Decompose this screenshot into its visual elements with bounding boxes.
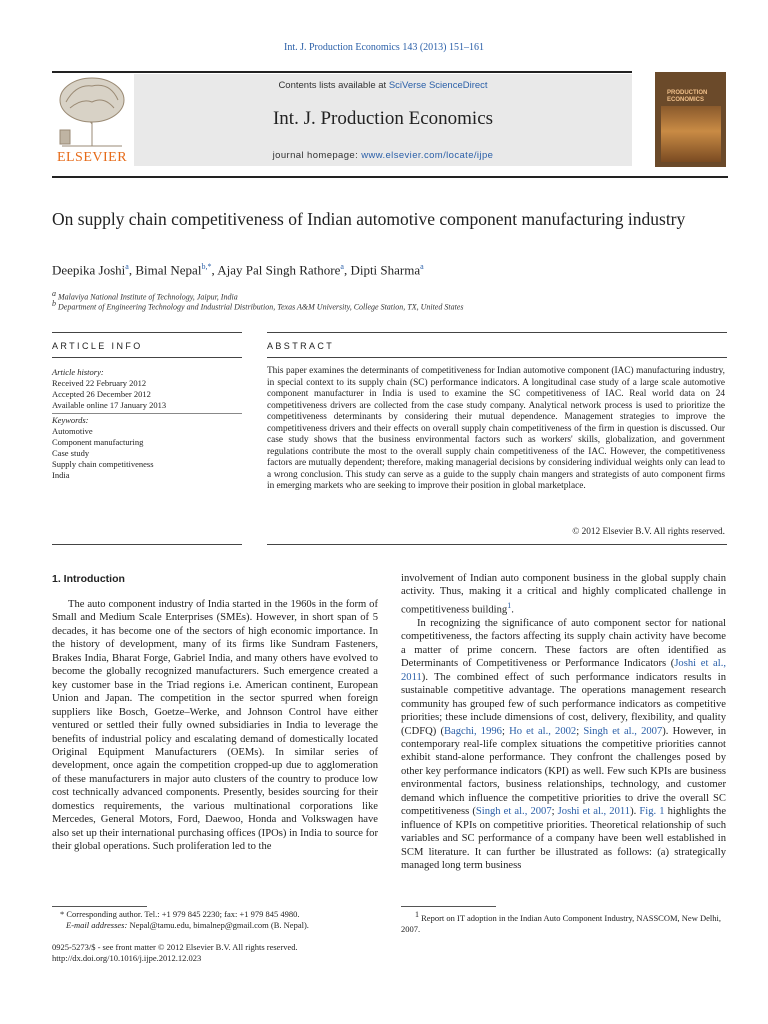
keywords-label: Keywords: (52, 415, 89, 425)
affiliation-text: Malaviya National Institute of Technology, Jaipur, India (58, 292, 238, 302)
corresponding-author-note (60, 909, 400, 931)
doi-link[interactable]: http://dx.doi.org/10.1016/j.ijpe.2012.12.023 (52, 953, 202, 963)
figure-link[interactable]: Fig. 1 (639, 806, 665, 818)
keyword: Case study (52, 448, 90, 458)
article-title: On supply chain competitiveness of Indian automotive component manufacturing industry (52, 209, 686, 229)
contents-prefix: Contents lists available at (278, 80, 389, 91)
citation-link[interactable]: Singh et al., 2007 (583, 725, 663, 737)
footnote-link[interactable]: 1 (507, 600, 512, 610)
elsevier-wordmark: ELSEVIER (56, 150, 128, 165)
history-online: Available online 17 January 2013 (52, 400, 167, 410)
affiliation-marker: a (52, 289, 56, 298)
abstract-text: This paper examines the determinants of competitiveness for Indian automotive component (IAC) manufacturing industry, in special context to its supply chain (SC) performance indicators. A longitudinal case study of a large scale automotive component manufacturer in India is used to examine the SC competitiveness of IAC. Real world data on 24 competitiveness drivers are collected from the case study company. Analytical network process is used to prioritize the competitiveness determinants by considering their mutual dependence. Management strategies to improve the competitiveness drivers and their effects on overall supply chain competitiveness of the firm in question is discussed. Our case study shows that the business environmental factors such as workers' skills, globalization, and government regulations contribute the most to the overall supply chain competitiveness of the IAC. However, the competitiveness factors are mutually dependent; therefore, making managerial decisions by considering individual weights only can lead to a wrong conclusion. This study can serve as a guide to the supply chain mangers and strategists of auto component firms in emerging markets who are seeking to improve their position in global marketplace. (267, 366, 725, 491)
article-info-heading: ARTICLE INFO (52, 341, 143, 351)
email-label: E-mail addresses: (66, 920, 128, 930)
journal-title: Int. J. Production Economics (272, 108, 494, 129)
contents-line (134, 80, 632, 91)
tree-icon (52, 74, 132, 148)
affiliation-text: Department of Engineering Technology and Industrial Distribution, Texas A&M University, College Station, TX, United States (58, 302, 464, 312)
author-list: Deepika Joshi$^a$, Bimal Nepal$^{b,*}$, Ajay Pal Singh Rathore$^a$, Dipti Sharma$^a$ (52, 262, 424, 278)
author-name: Bimal Nepal (135, 262, 202, 278)
article-info-bottom-rule (52, 544, 242, 545)
keyword: India (52, 470, 70, 480)
citation-link[interactable]: Bagchi, 1996 (443, 725, 502, 737)
citation-link[interactable]: Ho et al., 2002 (509, 725, 577, 737)
corresponding-author: * Corresponding author. Tel.: +1 979 845 2230; fax: +1 979 845 4980. (60, 909, 300, 919)
journal-citation[interactable]: Int. J. Production Economics 143 (2013) 151–161 (284, 42, 484, 53)
footnote-marker: 1 (415, 910, 419, 919)
footnote-1 (401, 909, 727, 935)
body-column-right (401, 572, 726, 873)
author-name: Deepika Joshi (52, 262, 126, 278)
author-affil-link[interactable]: b,* (201, 262, 212, 271)
footnote-rule-left (52, 906, 147, 907)
abstract-copyright: © 2012 Elsevier B.V. All rights reserved. (572, 527, 725, 537)
email-addresses[interactable]: Nepal@tamu.edu, bimalnep@gmail.com (B. Nepal). (129, 920, 309, 930)
section-heading-introduction: 1. Introduction (52, 573, 125, 585)
body-column-left: The auto component industry of India started in the 1960s in the form of Small and Medium Scale Enterprises (SMEs). However, in short span of 5 decades, it has become one of the sectors of high economic importance. In the history of development, many of its firms like Sundram Fasteners, Brakes India, Bharat Forge, Gabriel India, and many others have evolved to become the globally recognized manufacturers. Such emergence created a key customer base in the Triad regions i.e. American continent, European Union and Japan. The competition in the sector spurred when foreign suppliers like Bosch, Goetze–Werke, and Johnson Control have either ventured or settled their fully owned subsidiaries in India to leverage the benefits of industrial policy and escalating demand of domestically located Original Equipment Manufacturers (OEMs). In similar series of development, once again the competition cropped-up due to agglomeration of these manufacturers in major auto clusters of the country to produce low cost technically advanced components. Presently, besides sourcing for their domestics requirements, the various multinational corporations like Mercedes, General Motors, Ford, Daewoo, Honda and Volkswagen have also set up their international purchasing offices (IPOs) in India to source for their global operations. Such proliferation led to the (52, 599, 378, 853)
paragraph-text: In recognizing the significance of auto component sector for national competitiveness, the factors affecting its supply chain activity have become a matter of prime concern. These factors are often identified as Determinants of Competitiveness or Performance Indicators ( (401, 617, 726, 670)
author-affil-link[interactable]: a (125, 262, 129, 271)
abstract-heading: ABSTRACT (267, 341, 335, 351)
abstract-bottom-rule (267, 544, 727, 545)
article-info-mid-rule (52, 357, 242, 358)
footnote-rule-right (401, 906, 496, 907)
issn-line: 0925-5273/$ - see front matter © 2012 Elsevier B.V. All rights reserved. (52, 942, 298, 952)
paragraph-text: involvement of Indian auto component business in the global supply chain activity. Thus, making it a critical and highly complicated challenge in competitiveness building (401, 573, 726, 616)
history-accepted: Accepted 26 December 2012 (52, 389, 151, 399)
abstract-top-rule (267, 332, 727, 333)
citation-link[interactable]: Joshi et al., 2011 (557, 806, 631, 818)
cover-image (661, 106, 721, 162)
masthead-rule (52, 176, 728, 178)
history-received: Received 22 February 2012 (52, 378, 147, 388)
author-name: Dipti Sharma (350, 262, 421, 278)
paragraph: involvement of Indian auto component business in the global supply chain activity. Thus, making it a critical and highly complicated challenge in competitiveness building$^1$. (401, 573, 726, 616)
header-rule (52, 71, 632, 73)
history-label: Article history: (52, 367, 104, 377)
author-name: Ajay Pal Singh Rathore (217, 262, 341, 278)
affiliation-marker: b (52, 299, 56, 308)
paragraph-text: ). The combined effect of such performance indicators results in sustainable competitive advantage. The operations management research community has grouped few of such performance indicators as competitive priorities; these include dimensions of cost, delivery, flexibility, and quality (CDFQ) ( (401, 671, 726, 737)
citation-link[interactable]: Singh et al., 2007 (475, 806, 552, 818)
paragraph: In recognizing the significance of auto component sector for national competitiveness, the factors affecting its supply chain activity have become a matter of prime concern. These factors are often identified as Determinants of Competitiveness or Performance Indicators (Joshi et al., 2011). The combined effect of such performance indicators results in sustainable competitive advantage. The operations management research community has grouped few of such performance indicators as competitive priorities; these include dimensions of cost, delivery, flexibility, and quality (CDFQ) (Bagchi, 1996; Ho et al., 2002; Singh et al., 2007). However, in contemporary real-life complex situations the competitive priorities cannot exhibit stand-alone performance. They confront the challenges posed by other key performance indicators (KPI) as well. Few such KPIs are business environmental factors, business relationships, technology, and customer demand which influence the competitive priorities to drive the overall SC competitiveness (Singh et al., 2007; Joshi et al., 2011). Fig. 1 highlights the influence of KPIs on competitive priorities. Theoretical relationship of such variables and SC performance of a company have been well established in SCM literature. It can further be illustrated as follows: (a) strategically managed long term business (401, 617, 727, 872)
email-line (60, 920, 400, 931)
front-matter-info (52, 942, 412, 964)
paragraph-text: highlights the influence of KPIs on competitive priorities. Theoretical relationship of such variables and SC performance of a company have been well established in SCM literature. It can further be illustrated as follows: (a) strategically managed long term business (401, 806, 727, 872)
affiliation (52, 299, 712, 312)
keyword: Supply chain competitiveness (52, 459, 154, 469)
sciverse-link[interactable]: SciVerse ScienceDirect (388, 80, 488, 91)
article-info-top-rule (52, 332, 242, 333)
abstract-mid-rule (267, 357, 727, 358)
author-affil-link[interactable]: a (420, 262, 424, 271)
keyword: Component manufacturing (52, 437, 144, 447)
journal-masthead (134, 74, 632, 166)
homepage-prefix: journal homepage: (272, 150, 362, 161)
citation-link[interactable]: Joshi et al., 2011 (401, 658, 727, 683)
homepage-link[interactable]: www.elsevier.com/locate/ijpe (361, 150, 494, 161)
cover-title: PRODUCTION ECONOMICS (667, 90, 708, 103)
keyword: Automotive (52, 426, 93, 436)
article-info (52, 367, 242, 481)
footnote-text: Report on IT adoption in the Indian Auto Component Industry, NASSCOM, New Delhi, 2007. (401, 912, 721, 934)
paragraph-text: ). However, in contemporary real-life complex situations the competitive priorities cannot exhibit stand-alone performance. They confront the challenges posed by other key performance indicators (KPI) as well. Few such KPIs are business environmental factors, business relationships, technology, and customer demand which influence the competitive priorities to drive the overall SC competitiveness ( (401, 725, 727, 818)
info-divider (52, 413, 242, 414)
elsevier-logo (52, 74, 132, 166)
homepage-line (134, 150, 632, 161)
author-affil-link[interactable]: a (340, 262, 344, 271)
journal-cover (655, 72, 726, 167)
